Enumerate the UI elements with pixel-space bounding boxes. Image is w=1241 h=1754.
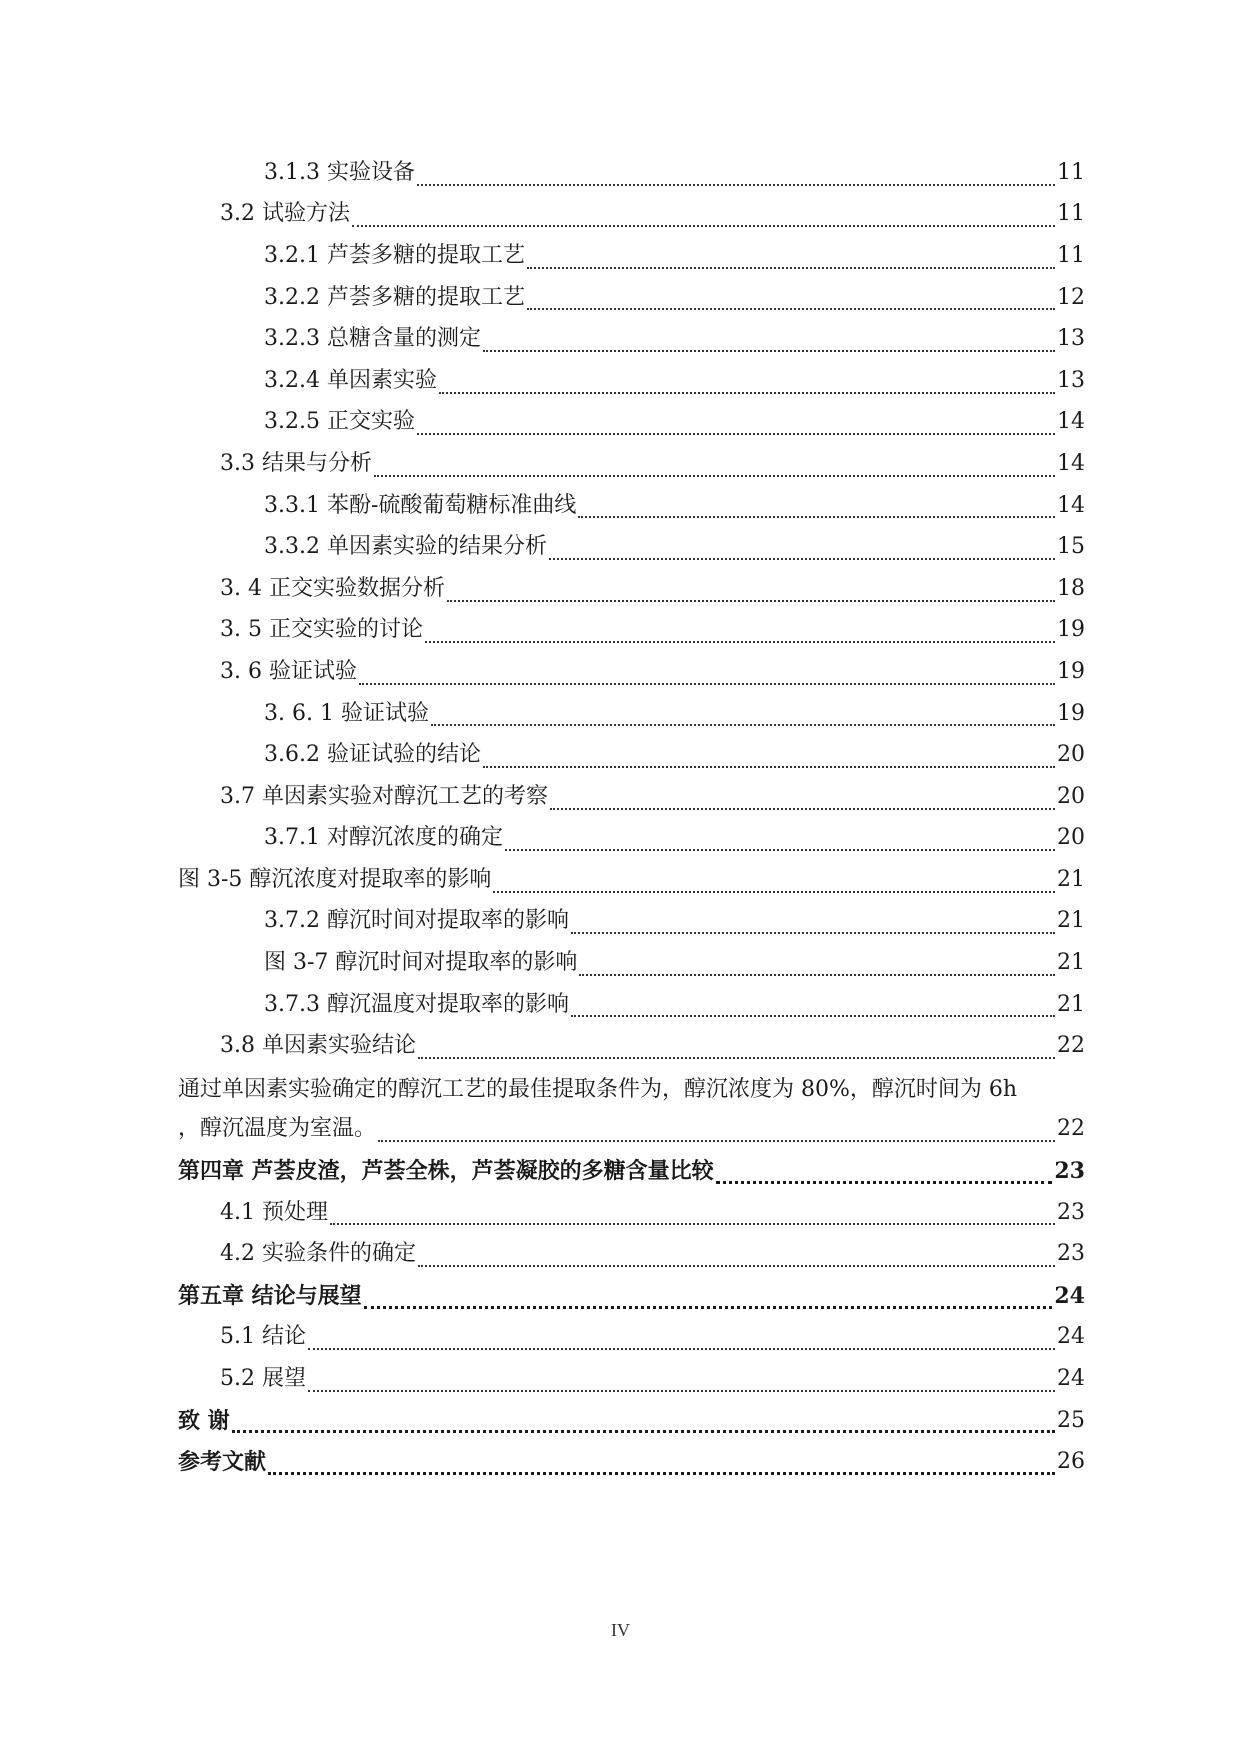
dot-leader — [352, 225, 1055, 227]
toc-entry-title: 通过单因素实验确定的醇沉工艺的最佳提取条件为，醇沉浓度为 80%，醇沉时间为 6h — [178, 1077, 1018, 1103]
dot-leader — [417, 184, 1055, 186]
toc-conclusion-line-1[interactable] — [178, 1067, 1085, 1109]
toc-chapter-4[interactable] — [178, 1150, 1085, 1192]
toc-entry-3-3[interactable] — [178, 443, 1085, 485]
toc-references[interactable] — [178, 1441, 1085, 1483]
dot-leader — [359, 683, 1055, 685]
toc-chapter-title: 第四章 芦荟皮渣，芦荟全株，芦荟凝胶的多糖含量比较 — [178, 1158, 714, 1185]
dot-leader — [418, 1265, 1055, 1267]
dot-leader — [330, 1223, 1055, 1225]
dot-leader — [417, 433, 1055, 435]
toc-entry-title: 3.3 结果与分析 — [220, 450, 372, 476]
toc-entry-title: 4.1 预处理 — [220, 1199, 328, 1225]
toc-page-number: 14 — [1057, 450, 1085, 476]
toc-entry-3-2-1[interactable] — [178, 235, 1085, 277]
dot-leader — [578, 516, 1055, 518]
toc-entry-title: 3. 6. 1 验证试验 — [264, 700, 429, 726]
toc-page-number: 23 — [1057, 1199, 1085, 1225]
toc-page-number: 24 — [1054, 1282, 1085, 1309]
dot-leader — [550, 808, 1055, 810]
toc-acknowledgements[interactable] — [178, 1400, 1085, 1442]
toc-page-number: 20 — [1057, 783, 1085, 809]
toc-entry-title: 3. 5 正交实验的讨论 — [220, 617, 423, 643]
dot-leader — [232, 1430, 1055, 1433]
dot-leader — [527, 267, 1055, 269]
toc-page-number: 13 — [1057, 367, 1085, 393]
dot-leader — [505, 849, 1055, 851]
dot-leader — [378, 1140, 1055, 1142]
toc-entry-3-2-5[interactable] — [178, 402, 1085, 444]
toc-page-number: 11 — [1057, 242, 1085, 268]
toc-entry-title: 3.7.1 对醇沉浓度的确定 — [264, 825, 503, 851]
toc-page-number: 15 — [1057, 534, 1085, 560]
toc-conclusion-line-2[interactable] — [178, 1109, 1085, 1151]
toc-entry-3-5[interactable] — [178, 610, 1085, 652]
toc-page-number: 26 — [1057, 1449, 1085, 1475]
toc-entry-title: 3. 6 验证试验 — [220, 658, 357, 684]
toc-entry-4-2[interactable] — [178, 1233, 1085, 1275]
toc-entry-5-2[interactable] — [178, 1358, 1085, 1400]
toc-entry-3-2-2[interactable] — [178, 277, 1085, 319]
toc-entry-figure-3-7[interactable] — [178, 942, 1085, 984]
toc-page-number: 21 — [1057, 866, 1085, 892]
toc-entry-title: 图 3-7 醇沉时间对提取率的影响 — [264, 950, 578, 976]
toc-entry-title: 5.1 结论 — [220, 1324, 306, 1350]
toc-page-number: 19 — [1057, 700, 1085, 726]
page-number-footer: IV — [611, 1620, 630, 1640]
toc-entry-3-7-1[interactable] — [178, 818, 1085, 860]
toc-entry-title: 图 3-5 醇沉浓度对提取率的影响 — [178, 866, 492, 892]
toc-entry-3-6-1[interactable] — [178, 693, 1085, 735]
toc-entry-title: 3.2.3 总糖含量的测定 — [264, 326, 481, 352]
table-of-contents — [178, 152, 1085, 1483]
dot-leader — [418, 1057, 1055, 1059]
dot-leader — [493, 891, 1055, 893]
toc-page-number: 23 — [1054, 1158, 1085, 1185]
toc-page-number: 14 — [1057, 409, 1085, 435]
dot-leader — [425, 641, 1055, 643]
toc-entry-3-4[interactable] — [178, 568, 1085, 610]
dot-leader — [483, 766, 1055, 768]
toc-page-number: 22 — [1057, 1116, 1085, 1142]
dot-leader — [483, 350, 1055, 352]
toc-entry-3-6-2[interactable] — [178, 734, 1085, 776]
toc-entry-title: 3.2.5 正交实验 — [264, 409, 415, 435]
dot-leader — [364, 1306, 1053, 1309]
toc-page-number: 24 — [1057, 1366, 1085, 1392]
toc-entry-title: 3.3.1 苯酚-硫酸葡萄糖标准曲线 — [264, 492, 577, 518]
toc-entry-3-2-3[interactable] — [178, 318, 1085, 360]
toc-page-number: 12 — [1057, 284, 1085, 310]
toc-entry-3-2-4[interactable] — [178, 360, 1085, 402]
toc-page-number: 13 — [1057, 326, 1085, 352]
toc-entry-3-8[interactable] — [178, 1025, 1085, 1067]
toc-page-number: 20 — [1057, 742, 1085, 768]
toc-page-number: 21 — [1057, 908, 1085, 934]
toc-entry-3-1-3[interactable] — [178, 152, 1085, 194]
toc-page-number: 11 — [1057, 201, 1085, 227]
toc-page-number: 20 — [1057, 825, 1085, 851]
dot-leader — [571, 932, 1055, 934]
toc-page-number: 21 — [1057, 991, 1085, 1017]
toc-chapter-title: 致 谢 — [178, 1407, 230, 1434]
toc-entry-title: 3.1.3 实验设备 — [264, 159, 415, 185]
dot-leader — [374, 475, 1055, 477]
toc-entry-title: 3.2.2 芦荟多糖的提取工艺 — [264, 284, 525, 310]
toc-page-number: 19 — [1057, 617, 1085, 643]
toc-entry-3-2[interactable] — [178, 194, 1085, 236]
toc-entry-3-7[interactable] — [178, 776, 1085, 818]
dot-leader — [268, 1472, 1055, 1475]
toc-entry-title: 3.7.3 醇沉温度对提取率的影响 — [264, 991, 569, 1017]
toc-chapter-title: 参考文献 — [178, 1449, 267, 1476]
dot-leader — [579, 974, 1055, 976]
toc-page-number: 25 — [1057, 1407, 1085, 1433]
toc-entry-title: 4.2 实验条件的确定 — [220, 1241, 416, 1267]
toc-entry-3-7-2[interactable] — [178, 901, 1085, 943]
toc-page-number: 22 — [1057, 1033, 1085, 1059]
toc-entry-title: 3.7 单因素实验对醇沉工艺的考察 — [220, 783, 548, 809]
toc-page-number: 14 — [1057, 492, 1085, 518]
dot-leader — [571, 1015, 1055, 1017]
dot-leader — [549, 558, 1055, 560]
toc-page-number: 18 — [1057, 575, 1085, 601]
dot-leader — [439, 392, 1055, 394]
dot-leader — [431, 724, 1055, 726]
toc-entry-title: 3.7.2 醇沉时间对提取率的影响 — [264, 908, 569, 934]
dot-leader — [447, 600, 1055, 602]
toc-page-number: 21 — [1057, 950, 1085, 976]
toc-page-number: 23 — [1057, 1241, 1085, 1267]
toc-entry-3-3-1[interactable] — [178, 485, 1085, 527]
toc-page-number: 11 — [1057, 159, 1085, 185]
toc-entry-4-1[interactable] — [178, 1192, 1085, 1234]
toc-entry-3-6[interactable] — [178, 651, 1085, 693]
toc-entry-3-3-2[interactable] — [178, 526, 1085, 568]
toc-page-number: 19 — [1057, 658, 1085, 684]
toc-entry-title: 3.2.4 单因素实验 — [264, 367, 437, 393]
dot-leader — [308, 1348, 1055, 1350]
toc-chapter-title: 第五章 结论与展望 — [178, 1282, 362, 1309]
toc-entry-title: 3.3.2 单因素实验的结果分析 — [264, 534, 547, 560]
dot-leader — [308, 1390, 1055, 1392]
toc-entry-3-7-3[interactable] — [178, 984, 1085, 1026]
toc-entry-title: 3. 4 正交实验数据分析 — [220, 575, 445, 601]
dot-leader — [527, 308, 1055, 310]
toc-page-number: 24 — [1057, 1324, 1085, 1350]
toc-chapter-5[interactable] — [178, 1275, 1085, 1317]
dot-leader — [716, 1181, 1053, 1184]
toc-entry-title: 3.2 试验方法 — [220, 201, 350, 227]
toc-entry-figure-3-5[interactable] — [178, 859, 1085, 901]
toc-entry-title: ，醇沉温度为室温。 — [178, 1116, 377, 1142]
toc-entry-title: 5.2 展望 — [220, 1366, 306, 1392]
toc-entry-5-1[interactable] — [178, 1317, 1085, 1359]
toc-entry-title: 3.2.1 芦荟多糖的提取工艺 — [264, 242, 525, 268]
toc-entry-title: 3.8 单因素实验结论 — [220, 1033, 416, 1059]
toc-entry-title: 3.6.2 验证试验的结论 — [264, 742, 481, 768]
